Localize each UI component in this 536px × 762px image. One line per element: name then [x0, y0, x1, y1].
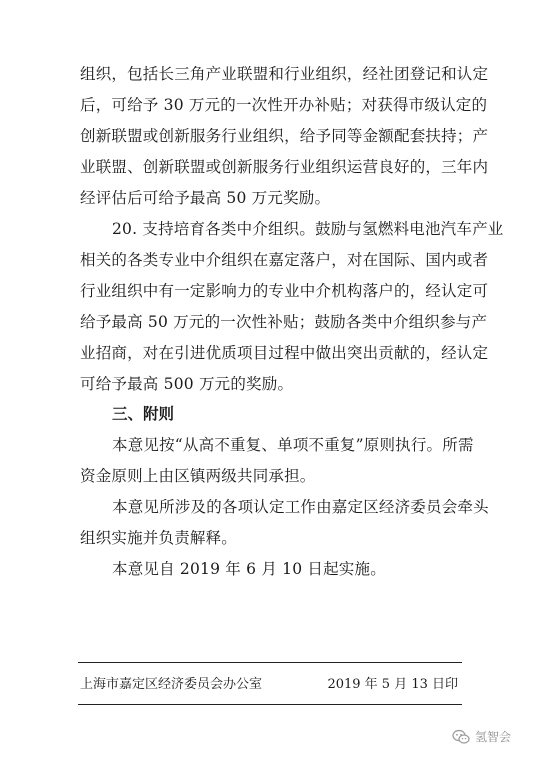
appendix-line-4: 组织实施并负责解释。: [80, 529, 238, 547]
item-20-line-5: 业招商，对在引进优质项目过程中做出突出贡献的，经认定: [80, 344, 489, 362]
item-20-line-4: 给予最高 50 万元的一次性补贴；鼓励各类中介组织参与产: [80, 313, 488, 331]
appendix-line-2: 资金原则上由区镇两级共同承担。: [80, 467, 316, 485]
item-20-line-6: 可给予最高 500 万元的奖励。: [80, 375, 294, 393]
body-line-5: 经评估后可给予最高 50 万元奖励。: [80, 189, 331, 207]
item-20-line-1: 20. 支持培育各类中介组织。鼓励与氢燃料电池汽车产业: [112, 220, 504, 238]
watermark-text: 氢智会: [475, 730, 512, 744]
appendix-line-1: 本意见按“从高不重复、单项不重复”原则执行。所需: [112, 436, 474, 454]
footer-issuer: 上海市嘉定区经济委员会办公室: [80, 677, 263, 692]
footer-print-date: 2019 年 5 月 13 日印: [327, 677, 458, 692]
appendix-line-5: 本意见自 2019 年 6 月 10 日起实施。: [112, 560, 386, 578]
item-20-line-2: 相关的各类专业中介组织在嘉定落户，对在国际、国内或者: [80, 251, 489, 269]
appendix-line-3: 本意见所涉及的各项认定工作由嘉定区经济委员会牵头: [112, 498, 489, 516]
watermark: [452, 728, 511, 745]
section-heading: 三、附则: [112, 405, 175, 423]
item-20-line-3: 行业组织中有一定影响力的专业中介机构落户的，经认定可: [80, 282, 489, 300]
body-line-1: 组织，包括长三角产业联盟和行业组织，经社团登记和认定: [80, 65, 489, 83]
footer-bottom-rule: [78, 704, 462, 705]
footer-top-rule: [78, 662, 462, 663]
body-line-4: 业联盟、创新联盟或创新服务行业组织运营良好的，三年内: [80, 158, 489, 176]
wechat-icon: [452, 729, 470, 745]
body-line-2: 后，可给予 30 万元的一次性开办补贴；对获得市级认定的: [80, 96, 488, 114]
body-line-3: 创新联盟或创新服务行业组织，给予同等金额配套扶持；产: [80, 127, 489, 145]
